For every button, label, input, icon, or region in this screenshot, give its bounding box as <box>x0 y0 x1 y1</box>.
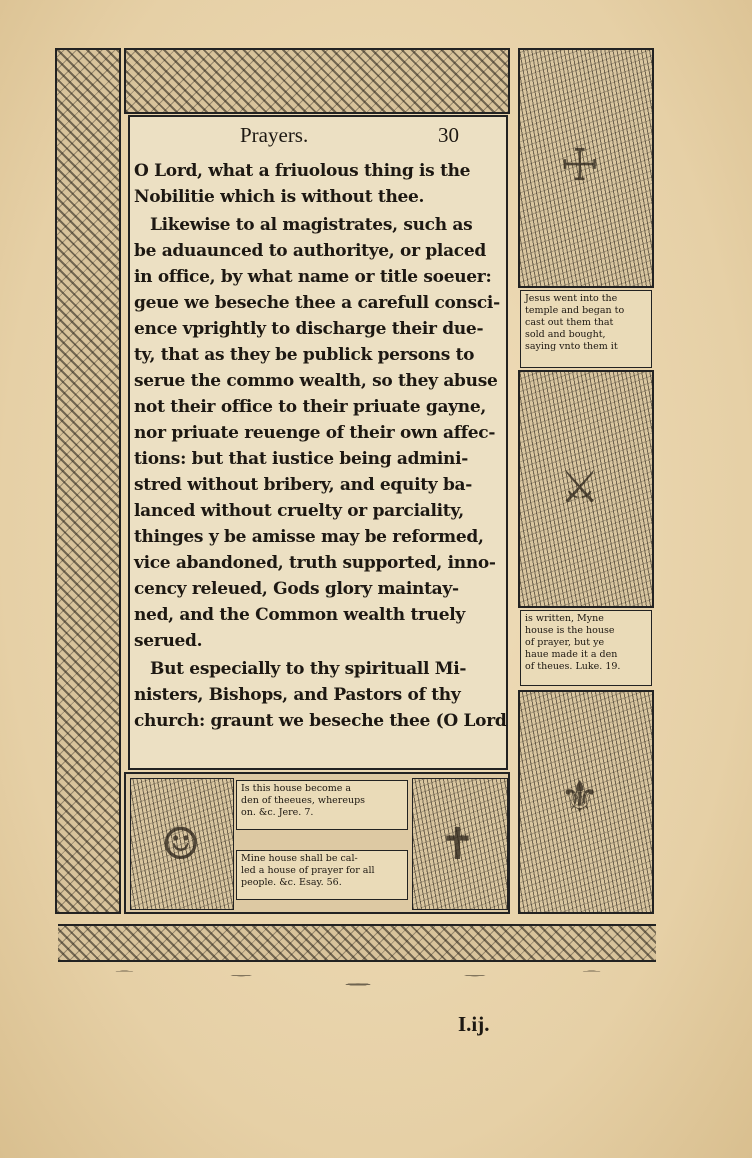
text-line: not their office to their priuate gayne, <box>134 397 486 417</box>
text-line: nisters, Bishops, and Pastors of thy <box>134 685 461 705</box>
text-line: lanced without cruelty or parciality, <box>134 501 464 521</box>
woodcut-right <box>412 778 508 910</box>
text-line: O Lord, what a friuolous thing is the <box>134 161 471 181</box>
text-line: serue the commo wealth, so they abuse <box>134 371 498 391</box>
text-line: ned, and the Common wealth truely <box>134 605 465 625</box>
text-line: tions: but that iustice being admini- <box>134 449 469 469</box>
text-line: But especially to thy spirituall Mi- <box>150 659 467 679</box>
top-ornament-band <box>124 48 510 114</box>
woodcut-soldiers-icon: ⚜ <box>560 772 600 823</box>
text-line: ence vprightly to discharge their due- <box>134 319 484 339</box>
text-line: thinges y be amisse may be reformed, <box>134 527 484 547</box>
caption-mine-house: Mine house shall be cal- led a house of prayer for all people. &c. Esay. 56. <box>236 850 408 900</box>
caption-house-of-prayer: is written, Myne house is the house of prayer, but ye haue made it a den of theues. Luke. 19. <box>520 610 652 686</box>
woodcut-bottom <box>518 690 654 914</box>
caption-den-of-theeues: Is this house become a den of theeues, whereups on. &c. Jere. 7. <box>236 780 408 830</box>
text-line: be aduaunced to authoritye, or placed <box>134 241 486 261</box>
text-line: geue we beseche thee a carefull consci- <box>134 293 500 313</box>
bottom-panel <box>124 772 510 914</box>
text-line: cency releued, Gods glory maintay- <box>134 579 459 599</box>
text-line: vice abandoned, truth supported, inno- <box>134 553 496 573</box>
text-line: ty, that as they be publick persons to <box>134 345 475 365</box>
text-line: in office, by what name or title soeuer: <box>134 267 492 287</box>
woodcut-man-icon: ☺ <box>161 819 201 870</box>
woodcut-middle <box>518 370 654 608</box>
woodcut-figures-icon: ⚔ <box>560 462 600 513</box>
text-line: nor priuate reuenge of their own affec- <box>134 423 496 443</box>
page-number: 30 <box>438 123 459 147</box>
text-block <box>128 115 508 770</box>
bottom-foliage-ornament <box>66 958 650 1002</box>
woodcut-figures-icon: ☩ <box>560 140 600 191</box>
woodcut-bishop-icon: ✝ <box>439 819 476 870</box>
text-line: church: graunt we beseche thee (O Lord <box>134 711 507 731</box>
left-ornament-column <box>55 48 121 914</box>
text-line: Likewise to al magistrates, such as <box>150 215 473 235</box>
woodcut-left <box>130 778 234 910</box>
text-line: stred without bribery, and equity ba- <box>134 475 473 495</box>
text-line: serued. <box>134 631 203 651</box>
bottom-ornament-band <box>58 924 656 962</box>
woodcut-top <box>518 48 654 288</box>
signature-mark: I.ij. <box>458 1012 490 1036</box>
caption-temple: Jesus went into the temple and began to cast out them that sold and bought, saying vnto them it <box>520 290 652 368</box>
running-title: Prayers. <box>240 123 309 147</box>
text-line: Nobilitie which is without thee. <box>134 187 425 207</box>
